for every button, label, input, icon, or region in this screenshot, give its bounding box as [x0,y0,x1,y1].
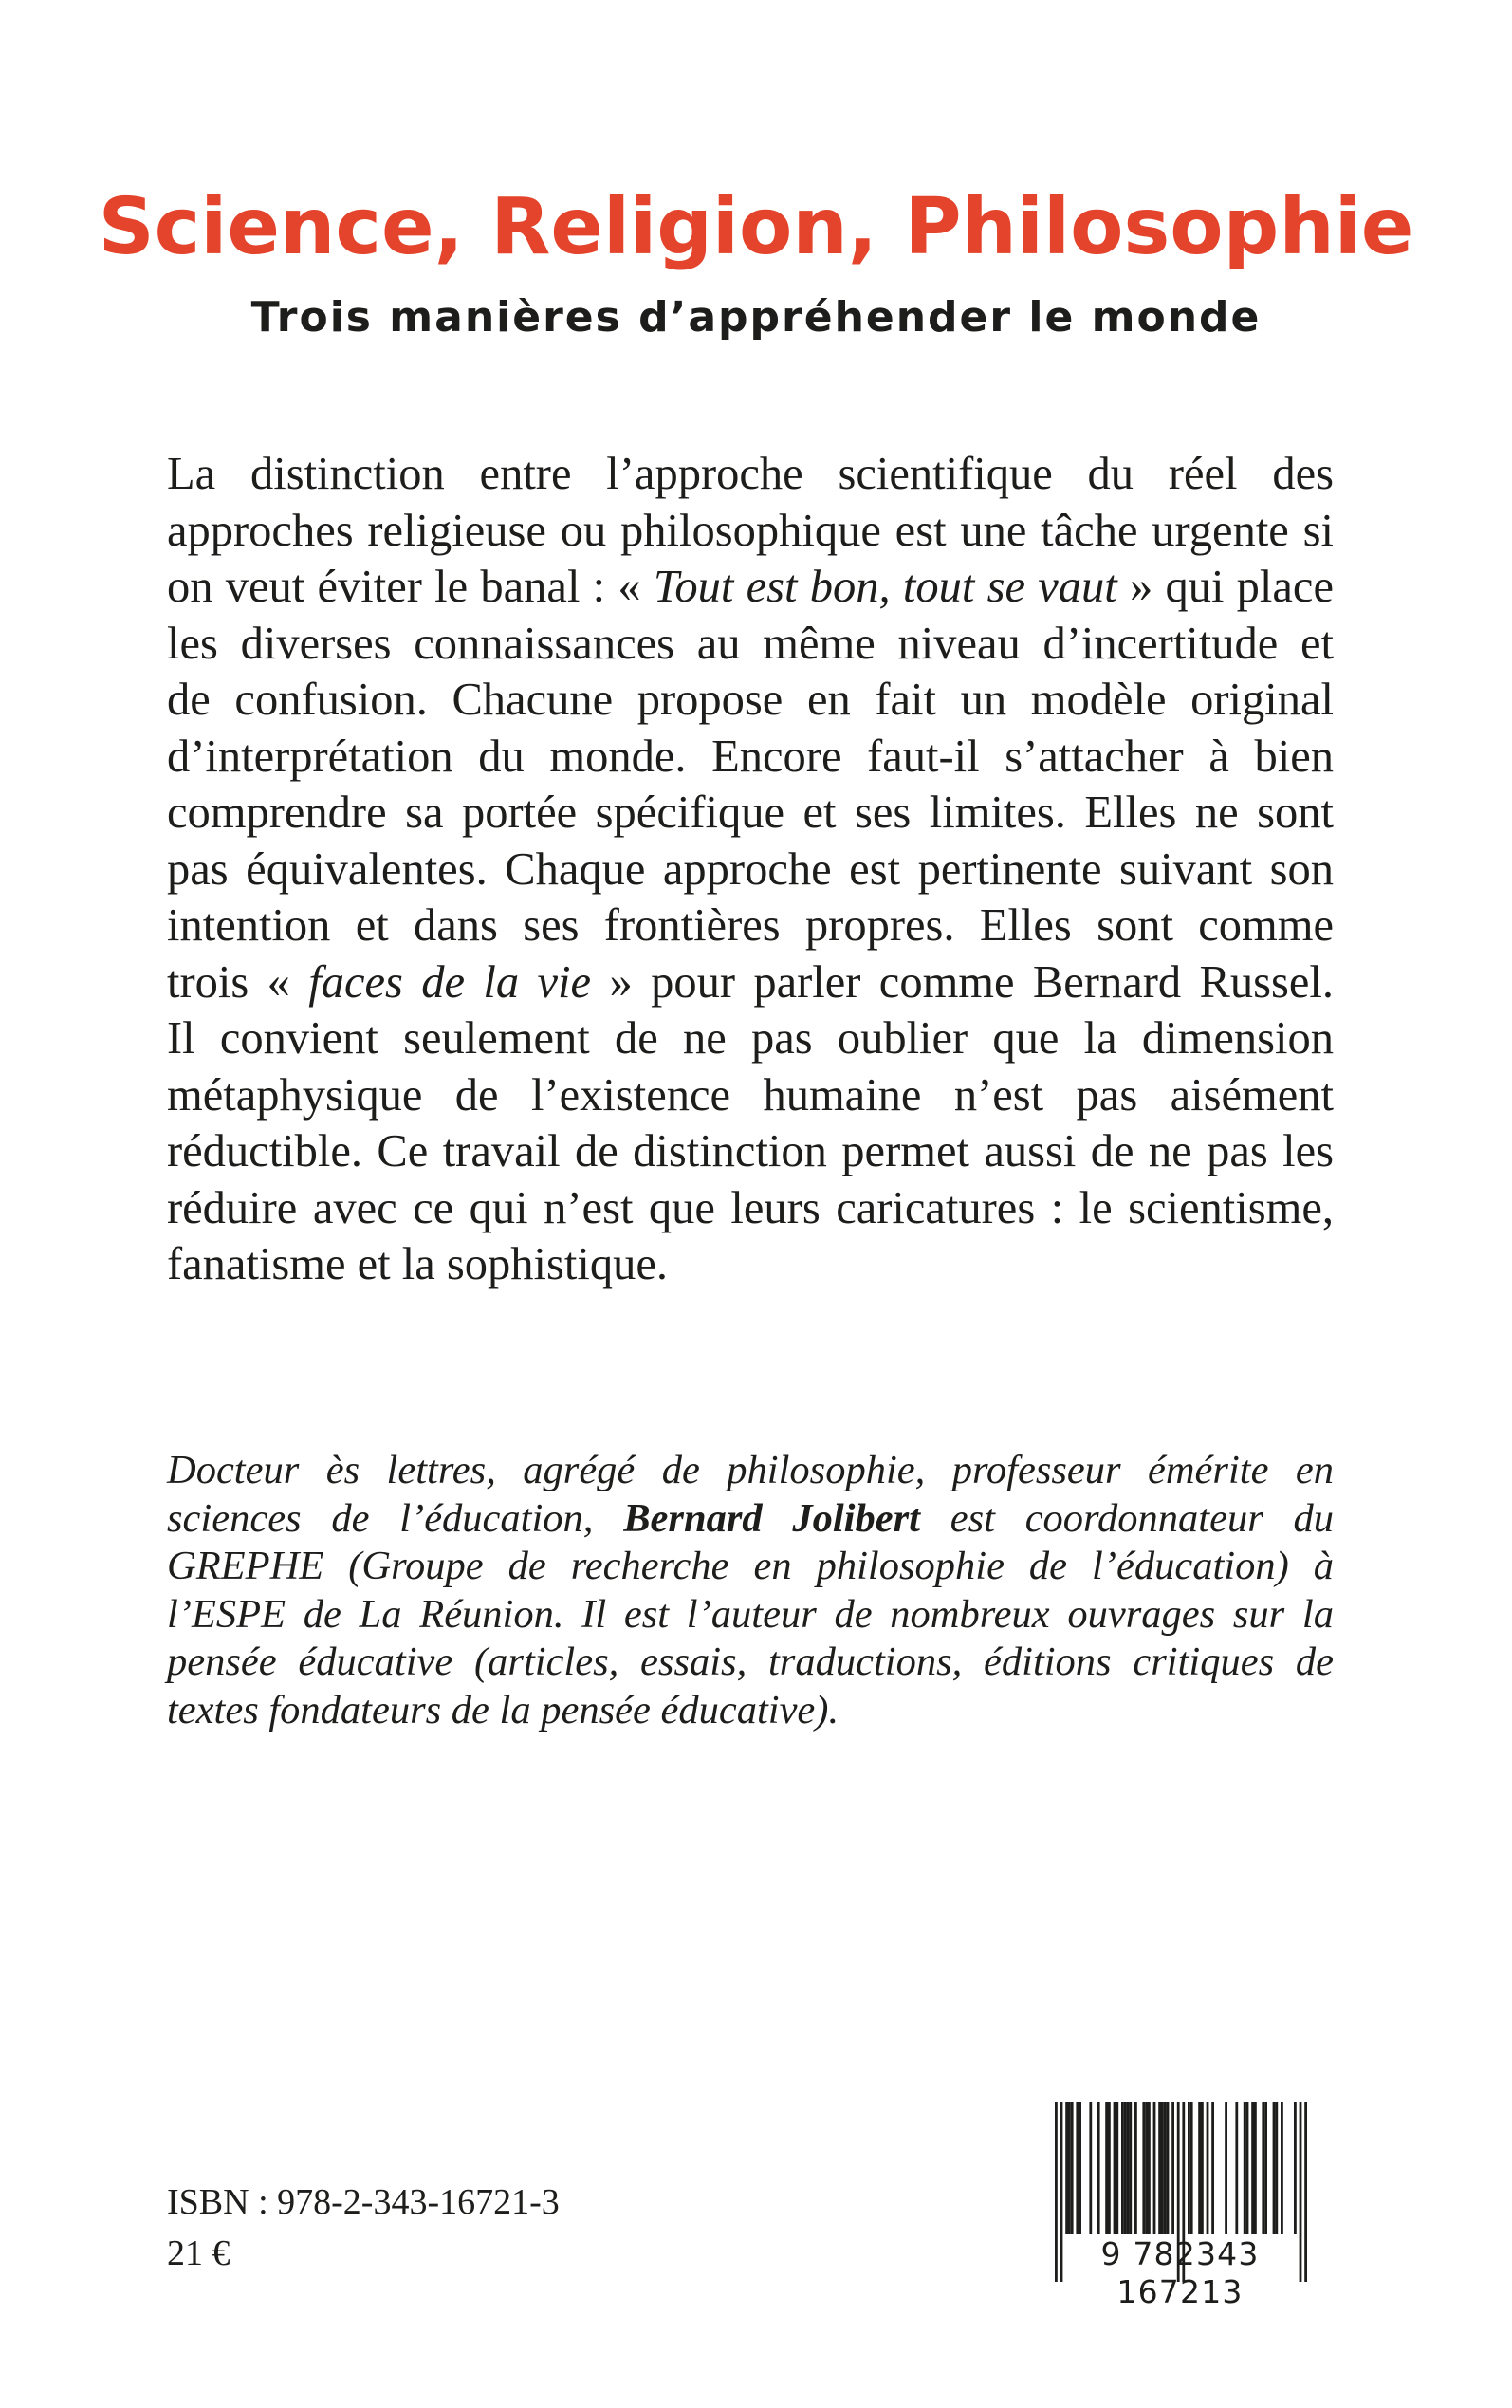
barcode-bar [1262,2102,1264,2234]
barcode-bar [1145,2102,1148,2234]
barcode-bar [1281,2102,1283,2234]
barcode-bar [1153,2102,1156,2234]
barcode-bar [1142,2102,1145,2234]
barcode-bar [1134,2102,1137,2234]
barcode-bar [1114,2102,1116,2234]
barcode-bar [1211,2102,1214,2234]
blurb-line: comprendre sa portée spécifique et ses limites. Elles ne sont [167,787,1334,838]
blurb-line: les diverses connaissances au même niveau d’incertitude et [167,618,1334,669]
bio-line: l’ESPE de La Réunion. Il est l’auteur de nombreux ouvrages sur la [167,1591,1334,1637]
barcode-bar [1244,2102,1246,2234]
barcode-bar [1171,2102,1174,2234]
blurb-line: pas équivalentes. Chaque approche est pertinente suivant son [167,843,1334,895]
barcode-bar [1089,2102,1092,2234]
blurb-line: approches religieuse ou philosophique est une tâche urgente si [167,505,1334,556]
bio-line: textes fondateurs de la pensée éducative). [167,1687,839,1732]
barcode-bar [1225,2102,1227,2234]
barcode-bar [1127,2102,1130,2234]
barcode-bar [1235,2102,1238,2234]
barcode-bar [1275,2102,1278,2234]
back-cover-blurb [167,446,1334,1293]
blurb-line: on veut éviter le banal : « Tout est bon, tout se vaut » qui place [167,562,1334,612]
barcode-bar [1294,2102,1297,2234]
barcode-bar [1116,2102,1118,2234]
blurb-line: La distinction entre l’approche scientifique du réel des [167,449,1334,499]
barcode-bar [1198,2102,1201,2234]
blurb-line: Il convient seulement de ne pas oublier que la dimension [167,1013,1334,1064]
blurb-line: de confusion. Chacune propose en fait un modèle original [167,675,1334,725]
blurb-line: intention et dans ses frontières propres. Elles sont comme [167,900,1334,951]
bio-line: pensée éducative (articles, essais, traductions, éditions critiques de [167,1639,1334,1684]
barcode-bar [1190,2102,1193,2234]
barcode-bar [1251,2102,1254,2234]
barcode-bar [1273,2102,1276,2234]
book-subtitle: Trois manières d’appréhender le monde [250,293,1262,342]
barcode-bar [1097,2102,1100,2234]
price-label: 21 € [167,2233,230,2273]
barcode-bar [1129,2102,1132,2234]
barcode-bar [1207,2102,1209,2234]
barcode-bar [1068,2102,1071,2234]
barcode-bar [1188,2102,1190,2234]
author-name: Bernard Jolibert [623,1495,920,1541]
blurb-line: réduire avec ce qui n’est que leurs caricatures : le scientisme, [167,1182,1334,1233]
author-bio [167,1447,1334,1734]
bio-line: sciences de l’éducation, Bernard Jolibert est coordonnateur du [167,1495,1334,1541]
barcode-bar [1161,2102,1164,2234]
barcode-bar [1264,2102,1267,2234]
blurb-line: d’interprétation du monde. Encore faut-il s’attacher à bien [167,731,1334,782]
barcode-bar [1071,2102,1074,2234]
bio-line: GREPHE (Groupe de recherche en philosophie de l’éducation) à [167,1544,1334,1588]
barcode-bar [1164,2102,1167,2234]
barcode-bar [1065,2102,1068,2234]
barcode-bar [1148,2102,1151,2234]
barcode-bar [1076,2102,1079,2234]
barcode-bar [1105,2102,1108,2234]
blurb-line: fanatisme et la sophistique. [167,1239,668,1289]
book-title: Science, Religion, Philosophie [98,182,1414,272]
barcode-bar [1246,2102,1249,2234]
barcode-bar [1167,2102,1170,2234]
barcode-bar [1121,2102,1124,2234]
barcode-bar [1254,2102,1257,2234]
blurb-quote: Tout est bon, tout se vaut [653,562,1117,612]
bio-line: Docteur ès lettres, agrégé de philosophie, professeur émérite en [167,1448,1334,1492]
blurb-line: réductible. Ce travail de distinction permet aussi de ne pas les [167,1126,1334,1176]
barcode-bar [1124,2102,1127,2234]
barcode-bar [1201,2102,1204,2234]
barcode-bar [1108,2102,1111,2234]
blurb-quote: faces de la vie [308,956,592,1008]
barcode-bar [1079,2102,1081,2234]
blurb-line: métaphysique de l’existence humaine n’est pas aisément [167,1069,1334,1121]
barcode-digits: 9 782343 167213 [1100,2235,1260,2310]
blurb-line: trois « faces de la vie » pour parler comme Bernard Russel. [167,956,1334,1008]
barcode-bar [1158,2102,1161,2234]
isbn-number: ISBN : 978-2-343-16721-3 [167,2182,560,2222]
